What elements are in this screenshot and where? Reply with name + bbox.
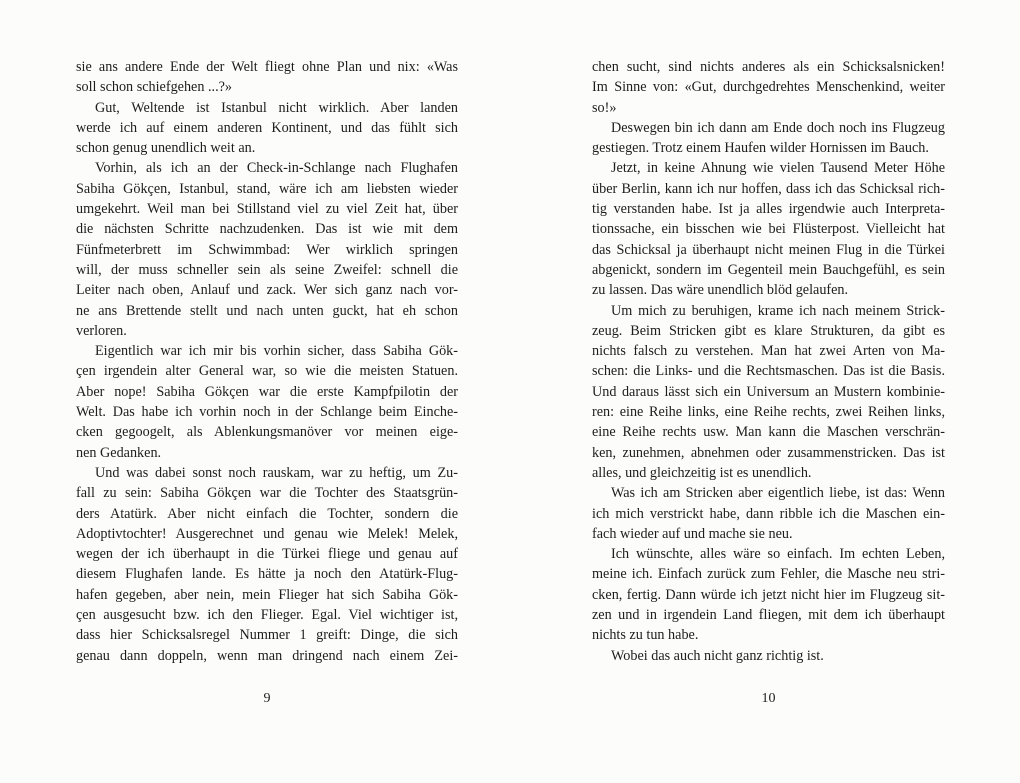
text-line: Aber nope! Sabiha Gökçen war die erste Kampfpilotin der <box>76 383 458 400</box>
text-line: ren: eine Reihe links, eine Reihe rechts, zwei Reihen links, <box>592 404 945 421</box>
text-line: werde ich auf einem anderen Kontinent, und das fühlt sich <box>76 119 458 136</box>
text-line: cken, fertig. Dann würde ich jetzt nicht hier im Flugzeug sit- <box>592 586 945 603</box>
text-line: fach wieder auf und mache sie neu. <box>592 525 793 542</box>
text-line: schon genug unendlich weit an. <box>76 140 256 157</box>
text-line: verloren. <box>76 322 127 339</box>
text-line: sie ans andere Ende der Welt fliegt ohne Plan und nix: «Was <box>76 59 458 75</box>
text-line: çen irgendein alter General war, so wie die meisten Statuen. <box>76 363 458 380</box>
text-line: Jetzt, in keine Ahnung wie vielen Tausend Meter Höhe <box>611 160 945 177</box>
text-line: meine ich. Einfach zurück zum Fehler, die Masche neu stri- <box>592 566 945 583</box>
text-line: tionssache, ein bisschen wie bei Flüsterpost. Vielleicht hat <box>592 221 945 238</box>
text-line: fall zu sein: Sabiha Gökçen war die Tochter des Staatsgrün- <box>76 485 458 502</box>
text-line: Gut, Weltende ist Istanbul nicht wirklich. Aber landen <box>95 99 458 116</box>
text-line: Welt. Das habe ich vorhin noch in der Schlange beim Einche- <box>76 404 458 421</box>
text-line: Sabiha Gökçen, Istanbul, stand, wäre ich am liebsten wieder <box>76 180 458 197</box>
text-line: Was ich am Stricken aber eigentlich liebe, ist das: Wenn <box>611 485 945 502</box>
page-number-left: 9 <box>263 691 271 706</box>
text-line: wegen der ich überhaupt in die Türkei fliege und genau auf <box>76 546 458 563</box>
text-line: nen Gedanken. <box>76 444 162 461</box>
text-line: zu lassen. Das wäre unendlich blöd gelaufen. <box>592 282 849 299</box>
text-line: ders Atatürk. Aber nicht einfach die Tochter, sondern die <box>76 505 458 522</box>
text-line: zen und in irgendein Land fliegen, mit dem ich überhaupt <box>592 607 945 624</box>
text-line: über Berlin, kann ich nur hoffen, dass ich das Schicksal rich- <box>592 180 945 197</box>
text-line: dass hier Schicksalsregel Nummer 1 greift: Dinge, die sich <box>76 627 458 644</box>
text-line: Um mich zu beruhigen, krame ich nach meinem Strick- <box>611 302 945 319</box>
text-line: Eigentlich war ich mir bis vorhin sicher, dass Sabiha Gök- <box>95 343 458 360</box>
text-line: Und was dabei sonst noch rauskam, war zu heftig, um Zu- <box>95 464 458 481</box>
text-line: nichts zu tun habe. <box>592 627 699 644</box>
text-line: hafen gegeben, aber nein, mein Flieger hat sich Sabiha Gök- <box>76 586 458 603</box>
text-line: tig verstanden habe. Ist ja alles irgendwie auch Interpreta- <box>592 201 945 218</box>
text-line: so!» <box>592 99 617 116</box>
book-page-left <box>76 0 458 783</box>
text-line: die nächsten Schritte nachzudenken. Das ist wie mit dem <box>76 221 458 238</box>
text-line: cken gegoogelt, als Ablenkungsmanöver vor meinen eige- <box>76 424 458 441</box>
text-line: Vorhin, als ich an der Check-in-Schlange nach Flughafen <box>95 160 458 177</box>
text-line: Fünfmeterbrett im Schwimmbad: Wer wirklich springen <box>76 241 458 258</box>
book-page-right <box>592 0 945 783</box>
text-line: Im Sinne von: «Gut, durchgedrehtes Menschenkind, weiter <box>592 79 945 96</box>
text-line: ich mich verstrickt habe, dann ribble ich die Maschen ein- <box>592 505 945 522</box>
text-line: çen ausgesucht bzw. ich den Flieger. Egal. Viel wichtiger ist, <box>76 607 458 624</box>
text-line: Deswegen bin ich dann am Ende doch noch ins Flugzeug <box>611 119 945 136</box>
text-line: alles, und gleichzeitig ist es unendlich. <box>592 464 812 481</box>
text-line: Leiter nach oben, Anlauf und zack. Wer sich ganz nach vor- <box>76 282 458 299</box>
text-line: schen: die Links- und die Rechtsmaschen. Das ist die Basis. <box>592 363 945 380</box>
text-line: gestiegen. Trotz einem Haufen wilder Hornissen im Bauch. <box>592 140 929 157</box>
text-line: Adoptivtochter! Ausgerechnet und genau wie Melek! Melek, <box>76 525 458 542</box>
text-line: ne ans Brettende stellt und nach unten guckt, hat eh schon <box>76 302 458 319</box>
text-line: Ich wünschte, alles wäre so einfach. Im echten Leben, <box>611 546 945 563</box>
text-line: eine Reihe rechts usw. Man kann die Maschen verschrän- <box>592 424 945 441</box>
text-line: abgenickt, sondern im Gegenteil mein Bauchgefühl, es sein <box>592 261 945 278</box>
text-line: nichts falsch zu verstehen. Man hat zwei Arten von Ma- <box>592 343 945 360</box>
text-line: Wobei das auch nicht ganz richtig ist. <box>611 647 824 664</box>
page-number-right: 10 <box>761 691 776 706</box>
text-line: Und daraus lässt sich ein Universum an Mustern kombinie- <box>592 383 945 400</box>
page-right-text-block <box>592 57 945 666</box>
text-line: chen sucht, sind nichts anderes als ein Schicksalsnicken! <box>592 59 945 75</box>
page-left-text-block <box>76 57 458 666</box>
text-line: zeug. Beim Stricken gibt es klare Strukturen, da gibt es <box>592 322 945 339</box>
text-line: diesem Flughafen lande. Es hätte ja noch den Atatürk-Flug- <box>76 566 458 583</box>
text-line: soll schon schiefgehen ...?» <box>76 79 233 96</box>
text-line: das Schicksal ja überhaupt nicht meinen Flug in die Türkei <box>592 241 945 258</box>
text-line: genau dann doppeln, wenn man dringend nach einem Zei- <box>76 647 458 664</box>
text-line: umgekehrt. Weil man bei Stillstand viel zu viel Zeit hat, über <box>76 201 458 218</box>
text-line: ken, zunehmen, abnehmen oder zusammenstricken. Das ist <box>592 444 945 461</box>
text-line: will, der muss schneller sein als seine Zweifel: schnell die <box>76 261 458 278</box>
